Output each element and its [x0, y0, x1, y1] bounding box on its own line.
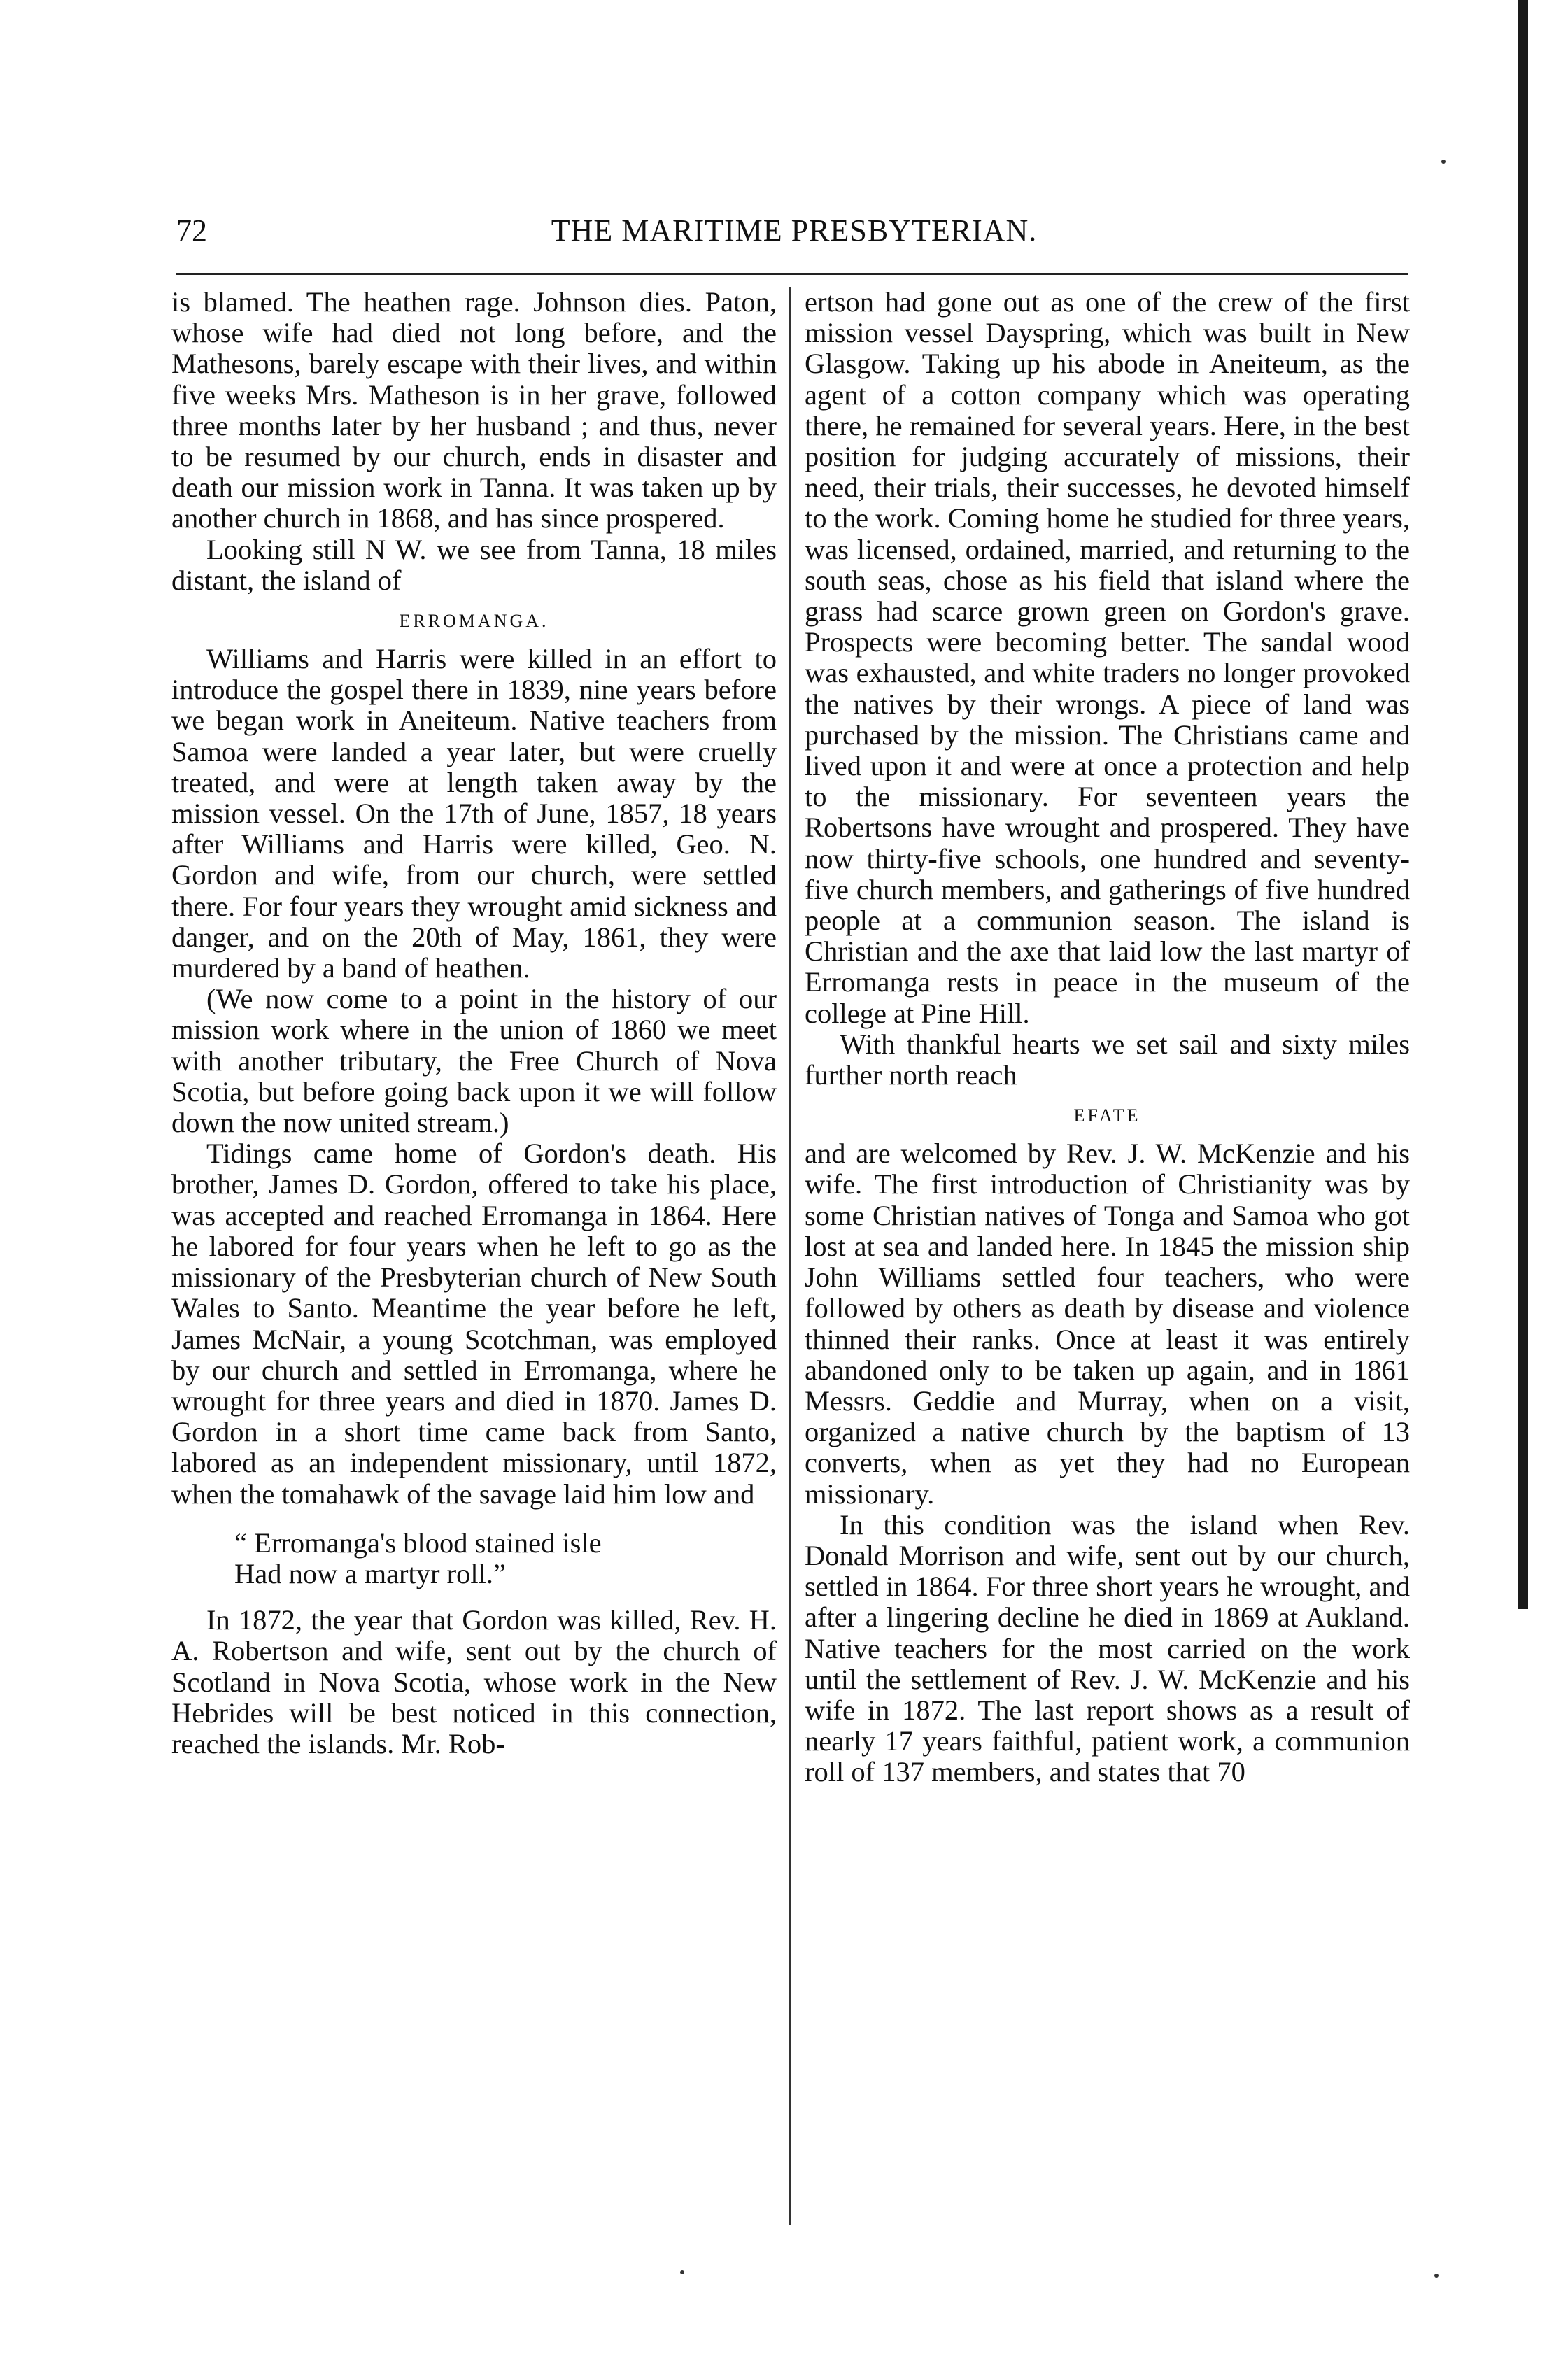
- page-number: 72: [176, 213, 207, 248]
- verse-line-1: “ Erromanga's blood stained isle: [234, 1527, 602, 1559]
- verse-quote: [171, 1528, 777, 1589]
- running-title: THE MARITIME PRESBYTERIAN.: [551, 213, 1038, 248]
- left-paragraph-5: Tidings came home of Gordon's death. His brother, James D. Gordon, offered to take his place, was accepted and reached Erromanga in 1864. Here he labored for four years when he left to go as the missionary of the Presbyterian church of New South Wales to Santo. Meantime the year before he left, James McNair, a young Scotchman, was employed by our church and settled in Erromanga, where he wrought for three years and died in 1870. James D. Gordon in a short time came back from Santo, labored as an independent missionary, until 1872, when the tomahawk of the savage laid him low and: [171, 1138, 777, 1510]
- right-paragraph-1: ertson had gone out as one of the crew of the first mission vessel Dayspring, which was built in New Glasgow. Taking up his abode in Aneiteum, as the agent of a cotton company which was operating there, he remained for several years. Here, in the best position for judging accurately of missions, their need, their trials, their successes, he devoted himself to the work. Coming home he studied for three years, was licensed, ordained, married, and returning to the south seas, chose as his field that island where the grass had scarce grown green on Gordon's grave. Prospects were becoming better. The sandal wood was exhausted, and white traders no longer provoked the natives by their wrongs. A piece of land was purchased by the mission. The Christians came and lived upon it and were at once a protection and help to the missionary. For seventeen years the Robertsons have wrought and prospered. They have now thirty-five schools, one hundred and seventy-five church members, and gatherings of five hundred people at a communion season. The island is Christian and the axe that laid low the last martyr of Erromanga rests in peace in the museum of the college at Pine Hill.: [805, 286, 1410, 1029]
- verse-line-2: Had now a martyr roll.”: [234, 1557, 506, 1589]
- left-paragraph-1: is blamed. The heathen rage. Johnson dies. Paton, whose wife had died not long before, and the Mathesons, barely escape with their lives, and within five weeks Mrs. Matheson is in her grave, followed three months later by her husband ; and thus, never to be resumed by our church, ends in disaster and death our mission work in Tanna. It was taken up by another church in 1868, and has since prospered.: [171, 286, 777, 534]
- scan-speck: [680, 2270, 684, 2274]
- left-paragraph-4: (We now come to a point in the history of our mission work where in the union of 1860 we meet with another tributary, the Free Church of Nova Scotia, but before going back upon it we will follow down the now united stream.): [171, 983, 777, 1139]
- right-paragraph-4: In this condition was the island when Rev. Donald Morrison and wife, sent out by our church, settled in 1864. For three short years he wrought, and after a lingering decline he died in 1869 at Aukland. Native teachers for the most carried on the work until the settlement of Rev. J. W. McKenzie and his wife in 1872. The last report shows as a result of nearly 17 years faithful, patient work, a communion roll of 137 members, and states that 70: [805, 1508, 1410, 1788]
- column-divider: [789, 287, 791, 2225]
- scan-speck: [1441, 160, 1446, 164]
- right-paragraph-3: and are welcomed by Rev. J. W. McKenzie and his wife. The first introduction of Christianity was by some Christian natives of Tonga and Samoa who got lost at sea and landed here. In 1845 the mission ship John Williams settled four teachers, who were followed by others as death by disease and violence thinned their ranks. Once at least it was entirely abandoned only to be taken up again, and in 1861 Messrs. Geddie and Murray, when on a visit, organized a native church by the baptism of 13 converts, when as yet they had no European missionary.: [805, 1138, 1410, 1510]
- right-column: [805, 287, 1410, 1788]
- right-paragraph-2: With thankful hearts we set sail and sixty miles further north reach: [805, 1028, 1410, 1091]
- left-column: [171, 287, 777, 1759]
- scan-speck: [1434, 2274, 1439, 2278]
- section-heading-erromanga: ERROMANGA.: [399, 611, 549, 632]
- section-heading-efate: EFATE: [1073, 1105, 1141, 1126]
- scan-edge-bar: [1518, 0, 1528, 1609]
- page-header: [168, 210, 1420, 259]
- left-paragraph-2: Looking still N W. we see from Tanna, 18 miles distant, the island of: [171, 533, 777, 596]
- header-rule: [176, 273, 1408, 275]
- left-paragraph-6: In 1872, the year that Gordon was killed, Rev. H. A. Robertson and wife, sent out by the church of Scotland in Nova Scotia, whose work in the New Hebrides will be best noticed in this connection, reached the islands. Mr. Rob-: [171, 1604, 777, 1759]
- left-paragraph-3: Williams and Harris were killed in an effort to introduce the gospel there in 1839, nine years before we began work in Aneiteum. Native teachers from Samoa were landed a year later, but were cruelly treated, and were at length taken away by the mission vessel. On the 17th of June, 1857, 18 years after Williams and Harris were killed, Geo. N. Gordon and wife, from our church, were settled there. For four years they wrought amid sickness and danger, and on the 20th of May, 1861, they were murdered by a band of heathen.: [171, 643, 777, 984]
